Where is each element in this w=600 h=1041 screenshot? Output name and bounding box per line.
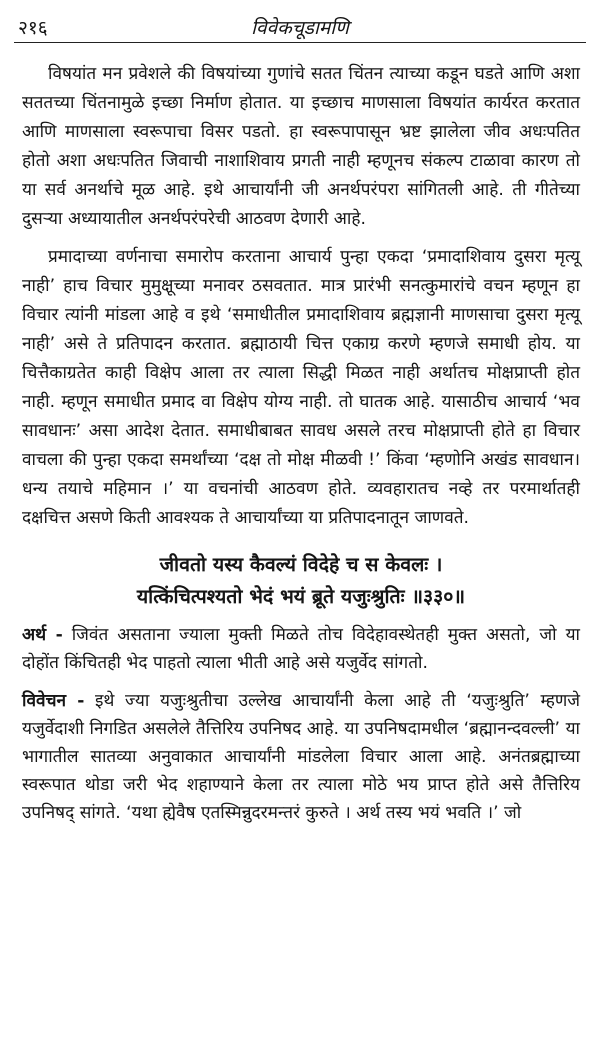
meaning-text: जिवंत असताना ज्याला मुक्ती मिळते तोच विदेहावस्थेतही मुक्त असतो, जो या दोहोंत किंचितही भेद पाहतो त्याला भीती आहे असे यजुर्वेद सांगतो. xyxy=(22,625,581,673)
meaning-label: अर्थ - xyxy=(22,625,63,645)
paragraph-pramada: प्रमादाच्या वर्णनाचा समारोप करताना आचार्य पुन्हा एकदा ‘प्रमादाशिवाय दुसरा मृत्यू नाही’ हाच विचार मुमुक्षूच्या मनावर ठसवतात. मात्र प्रारंभी सनत्कुमारांचे वचन म्हणून हा विचार त्यांनी मांडला आहे व इथे ‘समाधीतील प्रमादाशिवाय ब्रह्मज्ञानी माणसाचा दुसरा मृत्यू नाही’ असे ते प्रतिपादन करतात. ब्रह्माठायी चित्त एकाग्र करणे म्हणजे समाधी होय. या चित्तैकाग्रतेत काही विक्षेप आला तर त्याला सिद्धी मिळत नाही अर्थातच मोक्षप्राप्ती होत नाही. म्हणून समाधीत प्रमाद वा विक्षेप योग्य नाही. तो घातक आहे. यासाठीच आचार्य ‘भव सावधानः’ असा आदेश देतात. समाधीबाबत सावध असले तरच मोक्षप्राप्ती होते हा विचार वाचला की पुन्हा एकदा समर्थांच्या ‘दक्ष तो मोक्ष मीळवी !’ किंवा ‘म्हणोनि अखंड सावधान। धन्य तयाचे महिमान ।’ या वचनांची आठवण होते. व्यवहारातच नव्हे तर परमार्थातही दक्षचित्त असणे किती आवश्यक ते आचार्यांच्या या प्रतिपादनातून जाणवते. xyxy=(22,247,580,528)
commentary-block xyxy=(22,687,580,827)
page-body xyxy=(22,60,580,837)
page-number: २१६ xyxy=(18,17,48,39)
commentary-text: इथे ज्या यजुःश्रुतीचा उल्लेख आचार्यांनी केला आहे ती ‘यजुःश्रुति’ म्हणजे यजुर्वेदाशी निगडित असलेले तैत्तिरिय उपनिषद आहे. या उपनिषदामधील ‘ब्रह्मानन्दवल्ली’ या भागातील सातव्या अनुवाकात आचार्यांनी मांडलेला विचार आला आहे. अनंतब्रह्माच्या स्वरूपात थोडा जरी भेद शहाण्याने केला तर त्याला मोठे भय प्राप्त होते असे तैत्तिरिय उपनिषद् सांगते. ‘यथा ह्येवैष एतस्मिन्नुदरमन्तरं कुरुते । अर्थ तस्य भयं भवति ।’ जो xyxy=(22,691,580,823)
verse-line-2: यत्किंचित्पश्यतो भेदं भयं ब्रूते यजुःश्रुतिः ॥३३०॥ xyxy=(136,585,466,608)
meaning-block xyxy=(22,621,580,677)
running-title: विवेकचूडामणि xyxy=(251,17,349,39)
commentary-label: विवेचन - xyxy=(22,691,85,711)
paragraph-sense-objects: विषयांत मन प्रवेशले की विषयांच्या गुणांचे सतत चिंतन त्याच्या कडून घडते आणि अशा सततच्या चिंतनामुळे इच्छा निर्माण होतात. या इच्छाच माणसाला विषयांत कार्यरत करतात आणि माणसाला स्वरूपाचा विसर पडतो. हा स्वरूपापासून भ्रष्ट झालेला जीव अधःपतित होतो अशा अधःपतित जिवाची नाशाशिवाय प्रगती नाही म्हणूनच संकल्प टाळावा कारण तो या सर्व अनर्थाचे मूळ आहे. इथे आचार्यांनी जी अनर्थपरंपरा सांगितली आहे. ती गीतेच्या दुसऱ्या अध्यायातील अनर्थपरंपरेची आठवण देणारी आहे. xyxy=(22,64,580,229)
verse-line-1: जीवतो यस्य कैवल्यं विदेहे च स केवलः । xyxy=(159,553,443,576)
shloka-verse xyxy=(22,549,580,613)
page-header xyxy=(14,12,586,42)
header-rule xyxy=(14,42,586,43)
